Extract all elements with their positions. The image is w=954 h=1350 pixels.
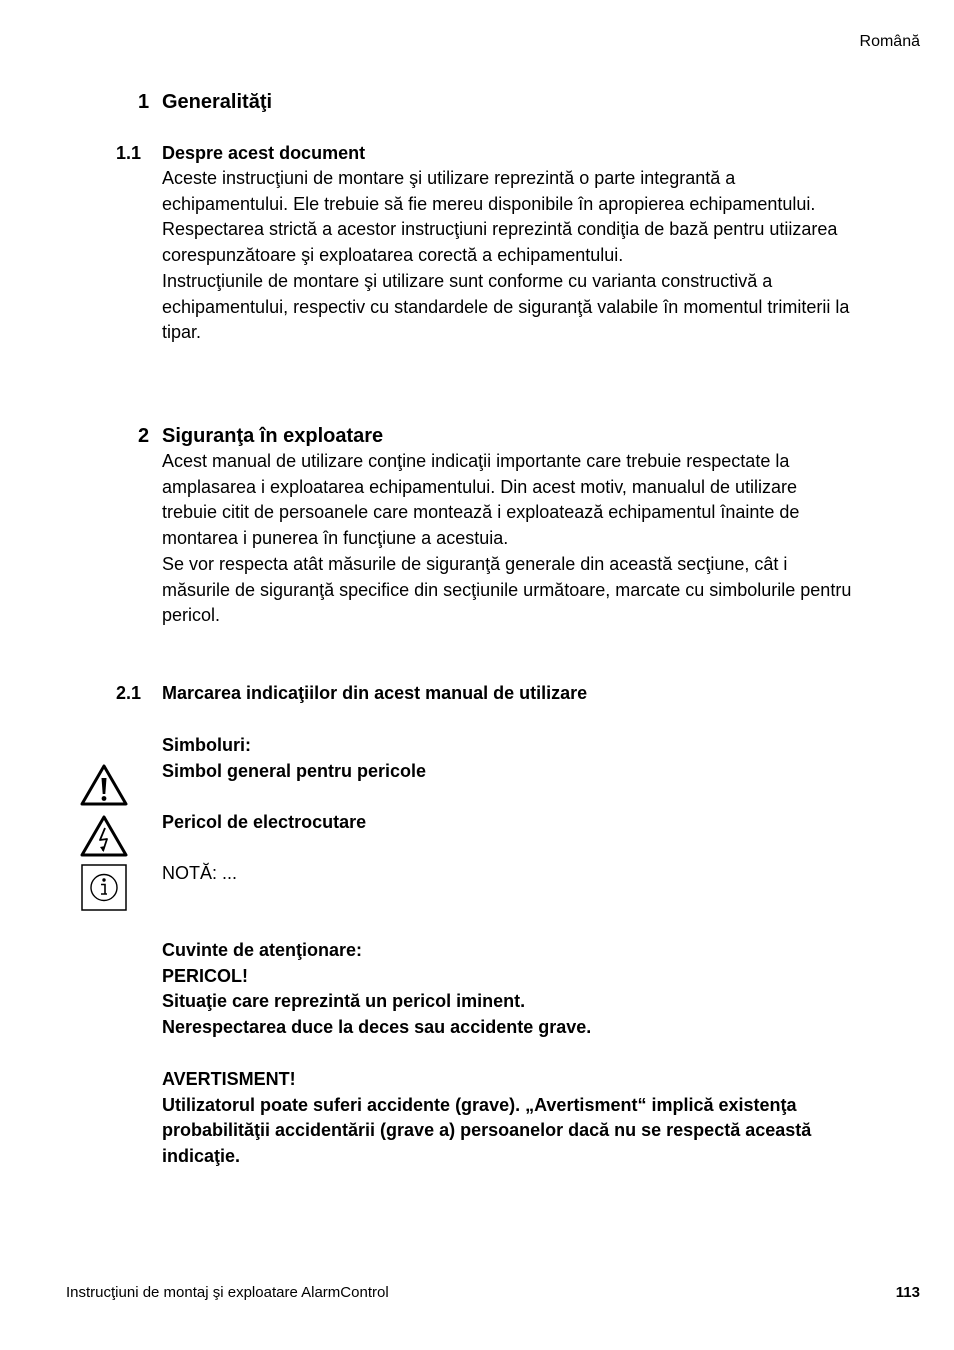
section-title: Generalităţi (162, 91, 273, 113)
paragraph: Se vor respecta atât măsurile de siguranţă generale din această secţiune, cât i măsurile de siguranţă specifice din secţiunile următoare, marcate cu simbolurile pentru pericol. (162, 553, 852, 626)
warning-triangle-icon (80, 764, 128, 806)
section-title: Marcarea indicaţiilor din acest manual de utilizare (162, 683, 588, 703)
danger-word: PERICOL! (162, 965, 249, 986)
section-2-heading (138, 425, 384, 448)
signal-words-heading: Cuvinte de atenţionare: (162, 940, 363, 960)
section-1-1-body (162, 166, 852, 346)
paragraph: Acest manual de utilizare conţine indicaţii importante care trebuie respectate la amplasarea i exploatarea echipamentului. Din acest motiv, manualul de utilizare trebuie citit de persoanele care montează i exploatează echipamentul înainte de montarea i punerea în funcţiune a acestuia. (162, 451, 800, 549)
info-icon (81, 864, 127, 911)
page-number: 113 (895, 1284, 920, 1301)
section-number: 2.1 (116, 683, 142, 703)
section-title: Siguranţa în exploatare (162, 425, 384, 447)
section-2-1-heading (116, 683, 588, 704)
footer-title: Instrucţiuni de montaj şi exploatare AlarmControl (66, 1284, 389, 1301)
general-danger-label: Simbol general pentru pericole (162, 761, 427, 781)
section-number: 2 (138, 425, 150, 447)
section-number: 1.1 (116, 143, 142, 163)
danger-consequence: Nerespectarea duce la deces sau accidente grave. (162, 1017, 592, 1038)
lightning-triangle-icon (80, 815, 128, 857)
section-1-1-heading (116, 143, 366, 164)
section-number: 1 (138, 91, 150, 113)
section-title: Despre acest document (162, 143, 366, 163)
note-label: NOTĂ: ... (162, 863, 238, 883)
warning-block (162, 1067, 852, 1170)
section-2-body (162, 449, 852, 629)
electric-danger-label: Pericol de electrocutare (162, 812, 367, 832)
symbols-heading: Simboluri: (162, 735, 251, 755)
paragraph: Respectarea strictă a acestor instrucţiuni reprezintă condiţia de bază pentru utiizarea corespunzătoare şi exploatarea corectă a echipamentului. (162, 219, 838, 266)
paragraph: Instrucţiunile de montare şi utilizare sunt conforme cu varianta constructivă a echipamentului, respectiv cu standardele de siguranţă valabile în momentul trimiterii la tipar. (162, 270, 850, 343)
language-label: Română (859, 33, 920, 50)
paragraph: Aceste instrucţiuni de montare şi utilizare reprezintă o parte integrantă a echipamentului. Ele trebuie să fie mereu disponibile în apropierea echipamentului. (162, 168, 816, 214)
warning-description: Utilizatorul poate suferi accidente (grave). „Avertisment“ implică existenţa probabilităţii accidentării (grave a) persoanelor dacă nu se respectă această indicaţie. (162, 1094, 812, 1167)
signal-words-block (162, 938, 852, 1041)
danger-description: Situaţie care reprezintă un pericol iminent. (162, 991, 526, 1012)
warning-word: AVERTISMENT! (162, 1069, 296, 1089)
section-1-heading (138, 91, 273, 114)
